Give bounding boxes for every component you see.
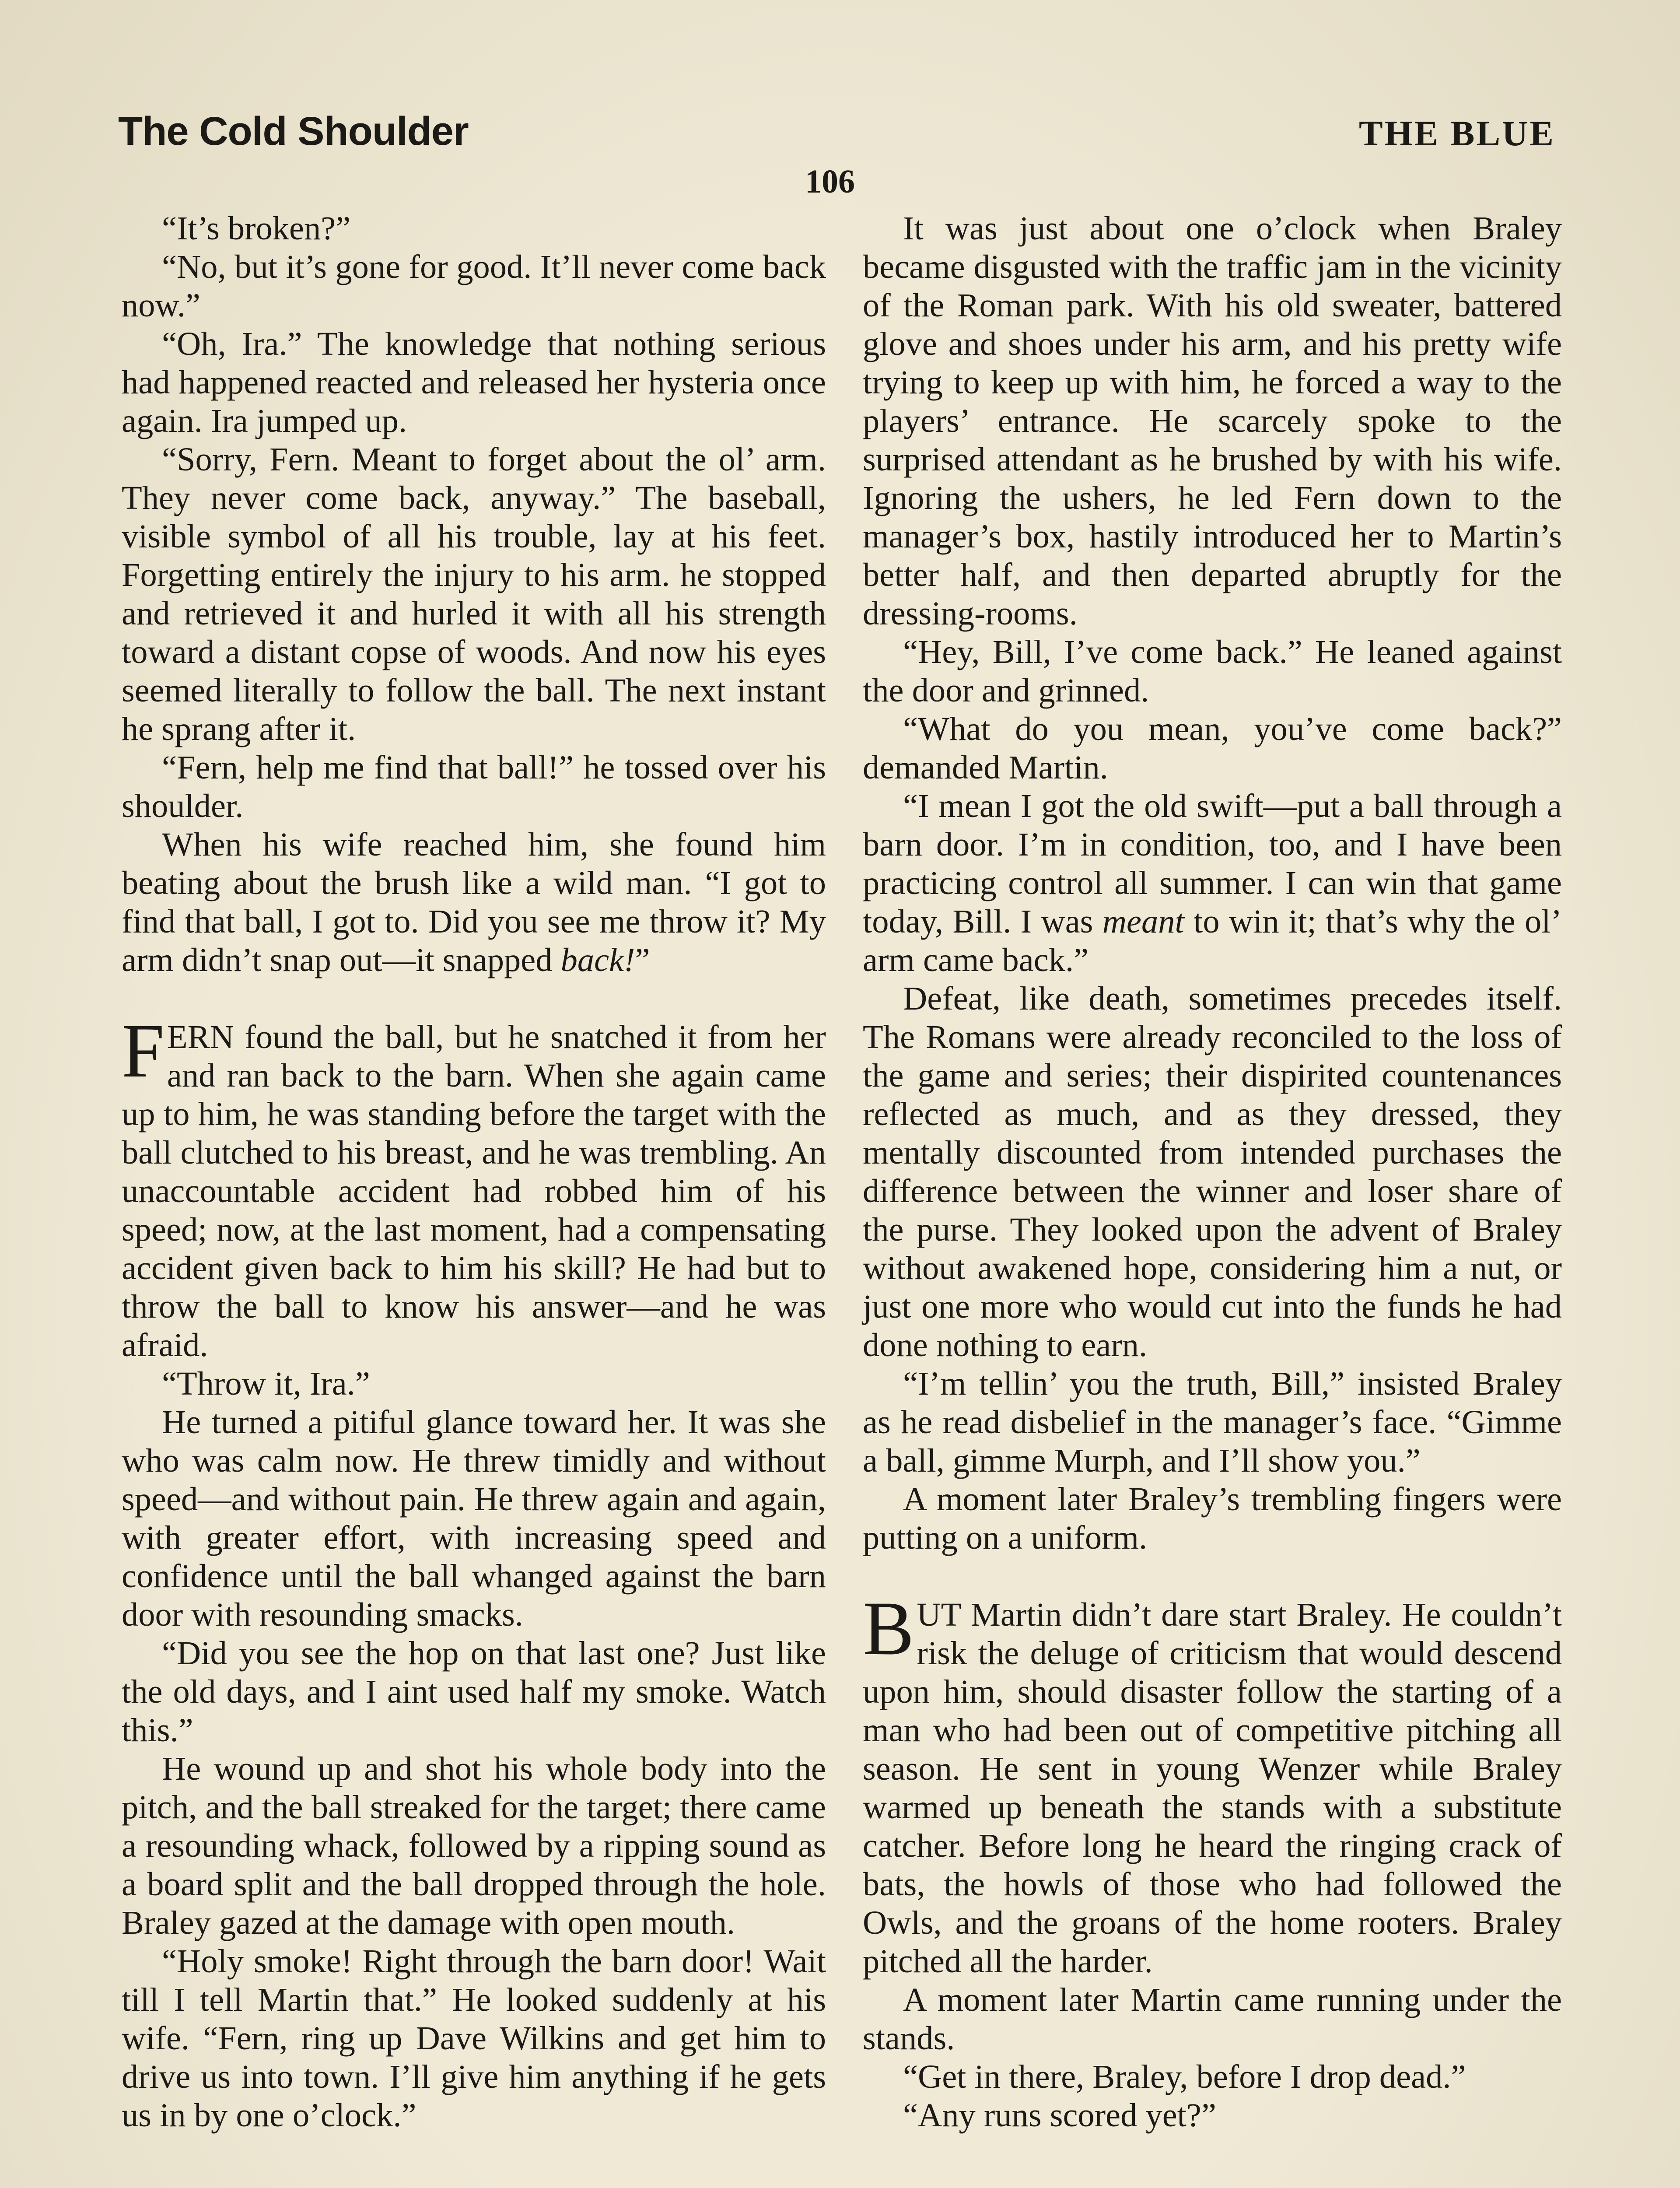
paragraph: “It’s broken?”: [162, 210, 351, 247]
drop-cap: B: [863, 1586, 914, 1671]
paragraph: “No, but it’s gone for good. It’ll never come back now.”: [122, 248, 826, 324]
paragraph: He wound up and shot his whole body into the pitch, and the ball streaked for the target; there came a resounding whack, followed by a ripping sound as a board split and the ball dropped through the hole. Braley gazed at the damage with open mouth.: [122, 1750, 826, 1941]
closing-quote: ”: [635, 941, 650, 978]
section-paragraph: [863, 1586, 1562, 1981]
paragraph-text: When his wife reached him, she found him beating about the brush like a wild man. “I got to find that ball, I got to. Did you see me throw it? My arm didn’t snap out—it snapped: [122, 826, 826, 978]
paragraph: “Fern, help me find that ball!” he tossed over his shoulder.: [122, 749, 826, 824]
emphasis-text: meant: [1102, 903, 1184, 940]
paragraph: “Sorry, Fern. Meant to forget about the ol’ arm. They never come back, anyway.” The baseball, visible symbol of all his trouble, lay at his feet. Forgetting entirely the injury to his arm. he stopped and retrieved it and hurled it with all his strength toward a distant copse of woods. And now his eyes seemed literally to follow the ball. The next instant he sprang after it.: [122, 441, 826, 747]
drop-cap: F: [122, 1008, 164, 1094]
paragraph: “I’m tellin’ you the truth, Bill,” insisted Braley as he read disbelief in the manager’s face. “Gimme a ball, gimme Murph, and I’ll show you.”: [863, 1365, 1562, 1479]
paragraph-text: “I mean I got the old swift—put a ball through a barn door. I’m in condition, too, and I have been practicing control all summer. I can win that game today, Bill. I was: [863, 787, 1562, 940]
paragraph-text: to win it; that’s why the ol’ arm came back.”: [863, 903, 1562, 978]
section-paragraph: [122, 1008, 826, 1364]
paragraph: [863, 787, 1562, 979]
paragraph-text: UT Martin didn’t dare start Braley. He couldn’t risk the deluge of criticism that would descend upon him, should disaster follow the starting of a man who had been out of competitive pitching all season. He sent in young Wenzer while Braley warmed up beneath the stands with a substitute catcher. Before long he heard the ringing crack of bats, the howls of those who had followed the Owls, and the groans of the home rooters. Braley pitched all the harder.: [863, 1596, 1562, 1980]
emphasis-text: back!: [560, 941, 635, 978]
paragraph: “Holy smoke! Right through the barn door! Wait till I tell Martin that.” He looked suddenly at his wife. “Fern, ring up Dave Wilkins and get him to drive us into town. I’ll give him anything if he gets us in by one o’clock.”: [122, 1943, 826, 2134]
paragraph: A moment later Martin came running under the stands.: [863, 1981, 1562, 2057]
running-head-magazine-title: THE BLUE: [1359, 113, 1555, 153]
paragraph: “What do you mean, you’ve come back?” demanded Martin.: [863, 710, 1562, 786]
paragraph: He turned a pitiful glance toward her. It was she who was calm now. He threw timidly and without speed—and without pain. He threw again and again, with greater effort, with increasing speed and confidence until the ball whanged against the barn door with resounding smacks.: [122, 1403, 826, 1633]
page-number: 106: [805, 163, 855, 200]
paragraph: “Throw it, Ira.”: [162, 1365, 370, 1402]
left-column: [122, 209, 826, 2135]
right-column: [863, 209, 1562, 2135]
paragraph: “Get in there, Braley, before I drop dead.”: [903, 2058, 1466, 2095]
running-head-story-title: The Cold Shoulder: [118, 109, 469, 154]
paragraph: [122, 825, 826, 979]
paragraph: “Any runs scored yet?”: [903, 2097, 1216, 2134]
paragraph: “Oh, Ira.” The knowledge that nothing serious had happened reacted and released her hysteria once again. Ira jumped up.: [122, 325, 826, 439]
paragraph: It was just about one o’clock when Braley became disgusted with the traffic jam in the vicinity of the Roman park. With his old sweater, battered glove and shoes under his arm, and his pretty wife trying to keep up with him, he forced a way to the players’ entrance. He scarcely spoke to the surprised attendant as he brushed by with his wife. Ignoring the ushers, he led Fern down to the manager’s box, hastily introduced her to Martin’s better half, and then departed abruptly for the dressing-rooms.: [863, 210, 1562, 632]
paragraph: Defeat, like death, sometimes precedes itself. The Romans were already reconciled to the loss of the game and series; their dispirited countenances reflected as much, and as they dressed, they mentally discounted from intended purchases the difference between the winner and loser share of the purse. They looked upon the advent of Braley without awakened hope, considering him a nut, or just one more who would cut into the funds he had done nothing to earn.: [863, 980, 1562, 1364]
paragraph: “Hey, Bill, I’ve come back.” He leaned against the door and grinned.: [863, 633, 1562, 709]
paragraph-text: ERN found the ball, but he snatched it from her and ran back to the barn. When she again came up to him, he was standing before the target with the ball clutched to his breast, and he was trembling. An unaccountable accident had robbed him of his speed; now, at the last moment, had a compensating accident given back to him his skill? He had but to throw the ball to know his answer—and he was afraid.: [122, 1018, 826, 1364]
paragraph: A moment later Braley’s trembling fingers were putting on a uniform.: [863, 1480, 1562, 1556]
paragraph: “Did you see the hop on that last one? Just like the old days, and I aint used half my smoke. Watch this.”: [122, 1634, 826, 1749]
